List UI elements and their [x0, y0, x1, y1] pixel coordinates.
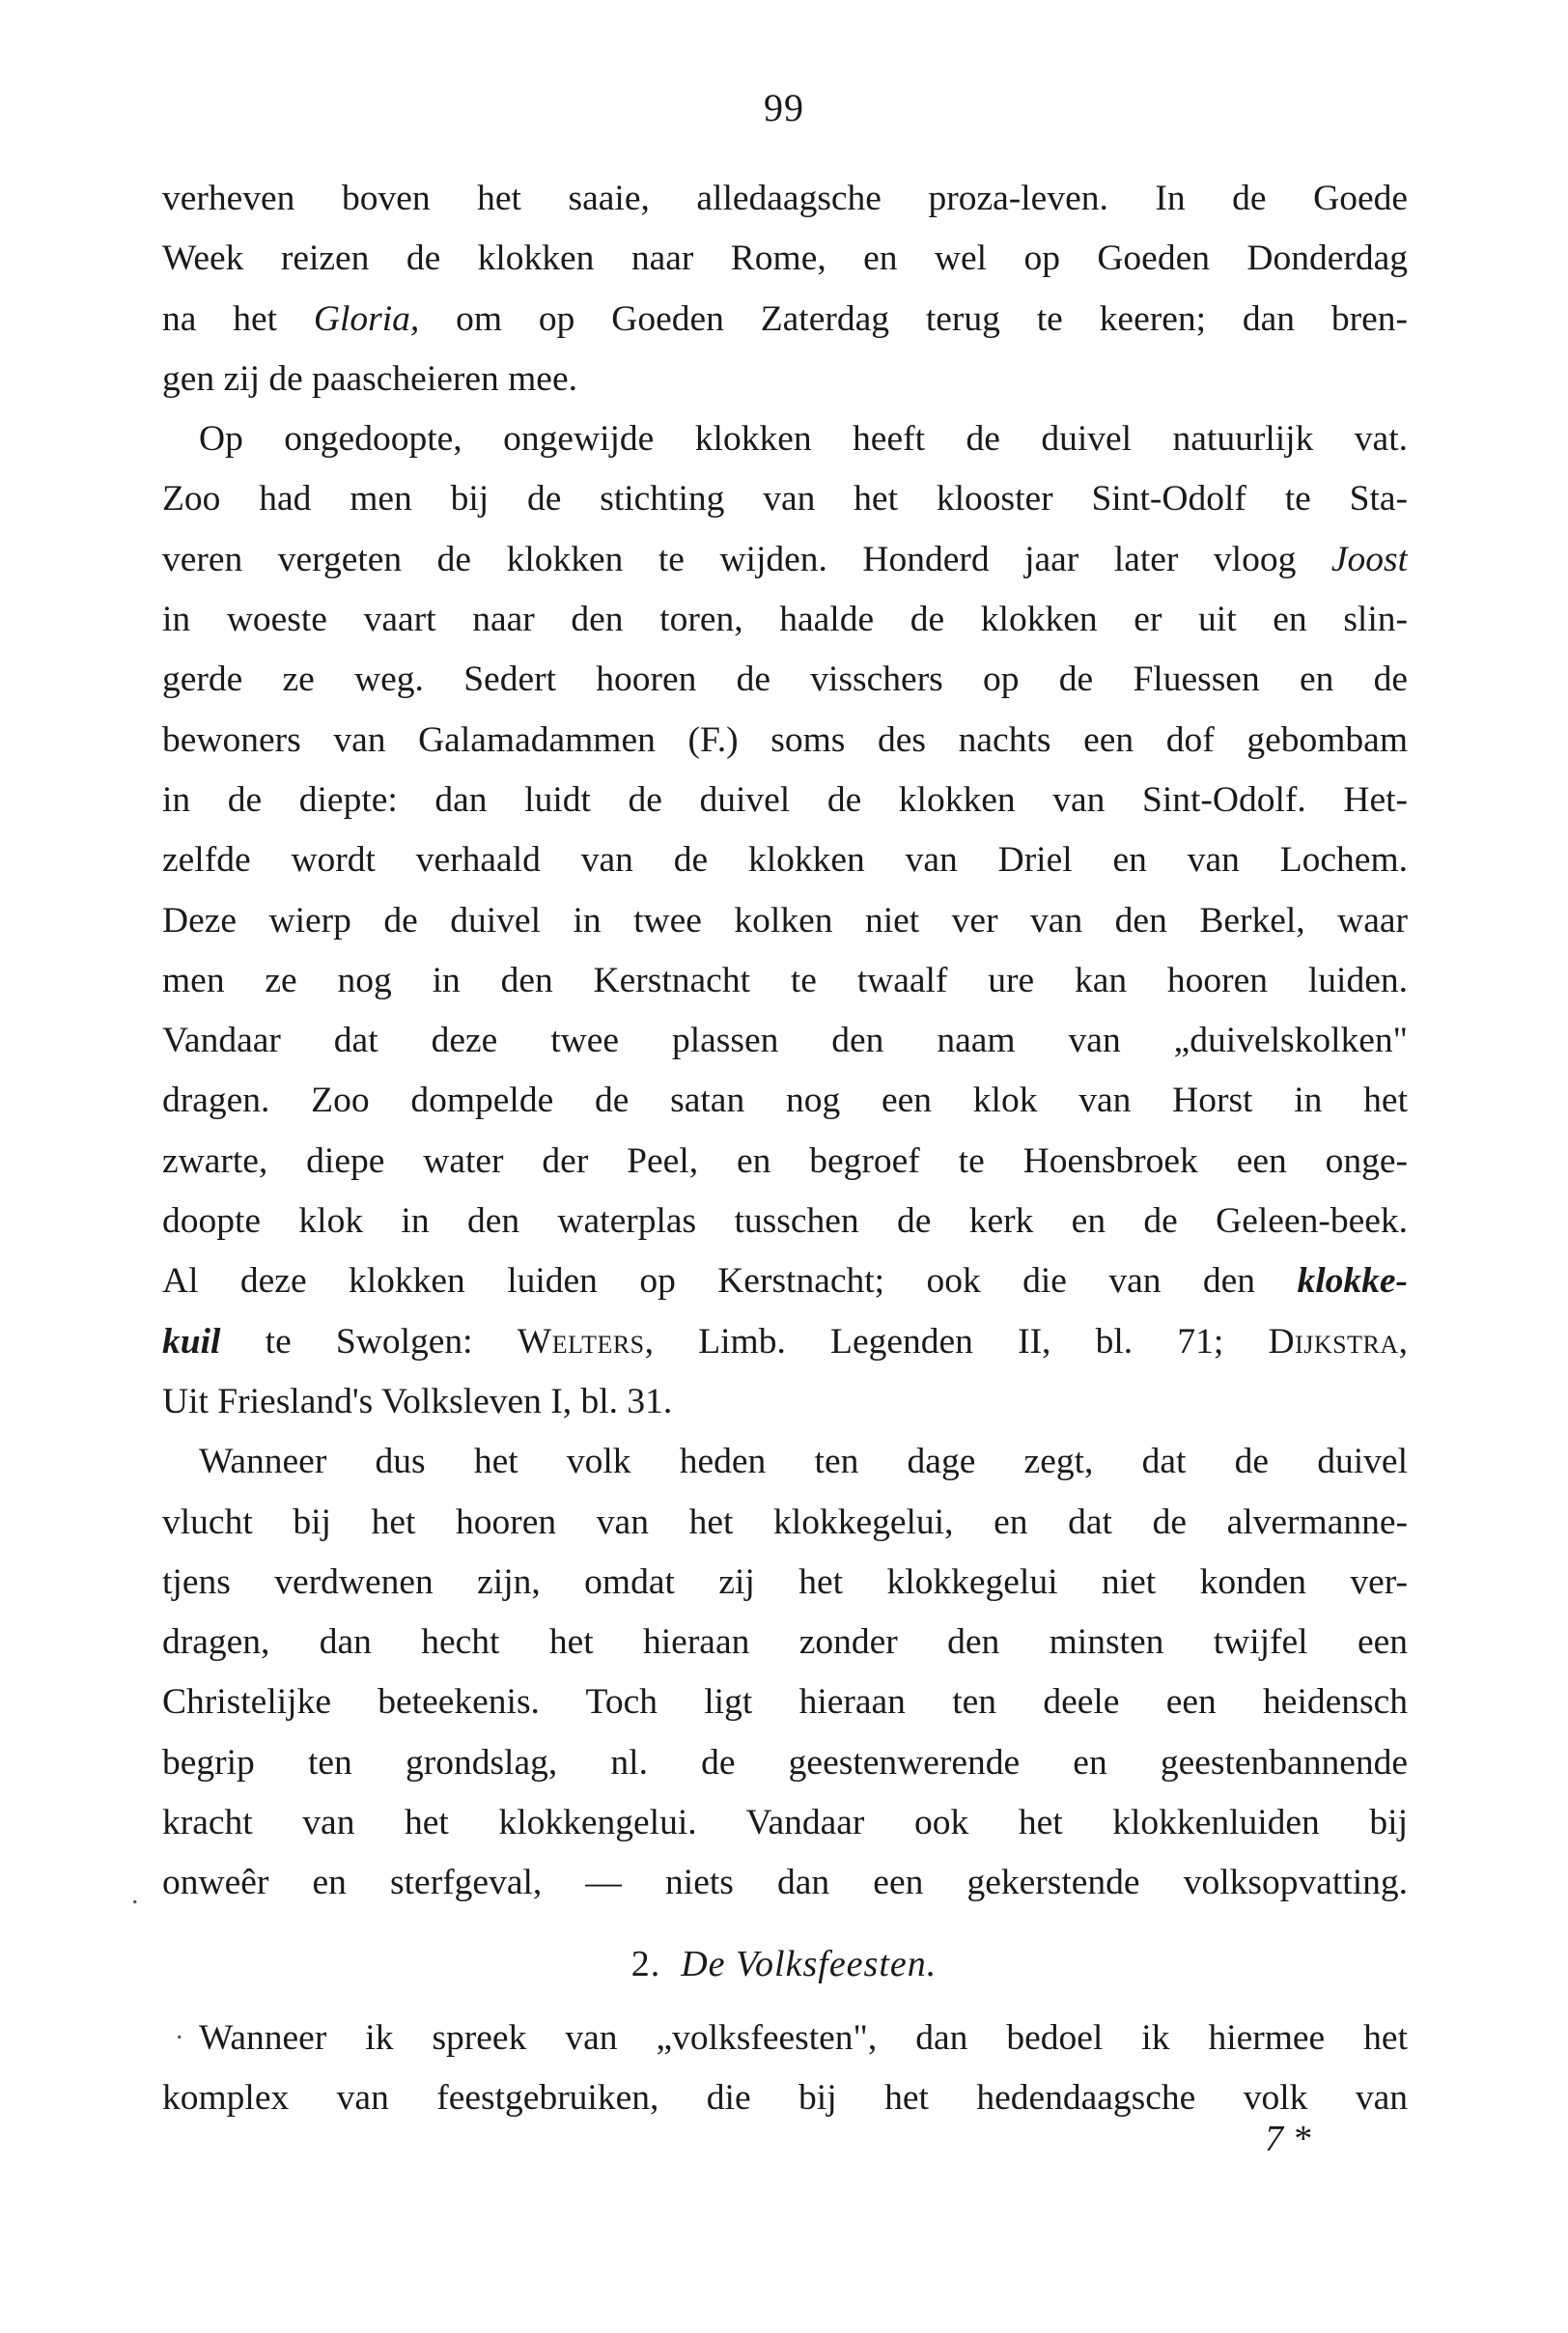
text-line: Wanneer ik spreek van „volksfeesten", dan bedoel ik hiermee het: [199, 2018, 1408, 2058]
text-line: vlucht bij het hooren van het klokkegelui, en dat de alvermanne-: [162, 1502, 1408, 1542]
text-line: kracht van het klokkengelui. Vandaar ook het klokkenluiden bij: [162, 1803, 1408, 1843]
text-line: Uit Friesland's Volksleven I, bl. 31.: [162, 1381, 673, 1421]
text-run: te Swolgen:: [220, 1321, 518, 1362]
text-run: na het: [162, 298, 314, 339]
text-line: verheven boven het saaie, alledaagsche proza-leven. In de Goede: [162, 179, 1408, 218]
text-line: Zoo had men bij de stichting van het klooster Sint-Odolf te Sta-: [162, 479, 1408, 520]
text-line: men ze nog in den Kerstnacht te twaalf ure kan hooren luiden.: [162, 960, 1408, 1000]
text-line: bewoners van Galamadammen (F.) soms des nachts een dof gebombam: [162, 719, 1408, 760]
text-line: [162, 290, 1408, 350]
section-title: De Volksfeesten.: [681, 1944, 938, 1984]
text-line: gen zij de paascheieren mee.: [162, 358, 577, 399]
text-line: Op ongedoopte, ongewijde klokken heeft de duivel natuurlijk vat.: [199, 419, 1408, 460]
text-line: Deze wierp de duivel in twee kolken niet ver van den Berkel, waar: [162, 900, 1408, 941]
author-name: Dijkstra: [1268, 1321, 1399, 1362]
text-line: zwarte, diepe water der Peel, en begroef te Hoensbroek een onge-: [162, 1140, 1408, 1181]
main-text: [162, 169, 1408, 1914]
text-line: tjens verdwenen zijn, omdat zij het klokkegelui niet konden ver-: [162, 1561, 1408, 1602]
author-name: Welters: [517, 1321, 645, 1362]
text-line: onweêr en sterfgeval, — niets dan een gekerstende volksopvatting.: [162, 1863, 1408, 1903]
text-run: veren vergeten de klokken te wijden. Honderd jaar later vloog: [162, 539, 1331, 579]
text-line: zelfde wordt verhaald van de klokken van Driel en van Lochem.: [162, 840, 1408, 881]
print-speck: .: [131, 1878, 139, 1910]
italic-term: klokke-: [1297, 1261, 1408, 1302]
text-line: Wanneer dus het volk heden ten dage zegt, dat de duivel: [199, 1442, 1408, 1482]
italic-term: Gloria,: [313, 298, 420, 339]
text-line: Christelijke beteekenis. Toch ligt hieraan ten deele een heidensch: [162, 1682, 1408, 1723]
text-line: doopte klok in den waterplas tusschen de kerk en de Geleen-beek.: [162, 1201, 1408, 1242]
text-line: Week reizen de klokken naar Rome, en wel op Goeden Donderdag: [162, 239, 1408, 279]
signature-mark: 7 *: [1265, 2119, 1311, 2159]
print-speck: .: [176, 2013, 183, 2045]
text-line: [162, 530, 1408, 590]
text-line: in woeste vaart naar den toren, haalde de klokken er uit en slin-: [162, 600, 1408, 640]
text-run: ,: [1398, 1321, 1408, 1362]
text-line: [162, 1312, 1408, 1372]
text-line: begrip ten grondslag, nl. de geestenwerende en geestenbannende: [162, 1742, 1408, 1783]
section-heading: [0, 1943, 1568, 1985]
text-line: dragen. Zoo dompelde de satan nog een klok van Horst in het: [162, 1081, 1408, 1121]
text-line: gerde ze weg. Sedert hooren de visschers op de Fluessen en de: [162, 660, 1408, 700]
text-line: dragen, dan hecht het hieraan zonder den minsten twijfel een: [162, 1622, 1408, 1663]
text-line: [162, 1251, 1408, 1311]
text-line: in de diepte: dan luidt de duivel de klokken van Sint-Odolf. Het-: [162, 779, 1408, 820]
text-line: komplex van feestgebruiken, die bij het hedendaagsche volk van: [162, 2078, 1408, 2119]
italic-term: Joost: [1330, 539, 1408, 579]
text-run: om op Goeden Zaterdag terug te keeren; dan bren-: [419, 298, 1408, 339]
page-number: 99: [764, 86, 804, 129]
text-line: Vandaar dat deze twee plassen den naam van „duivelskolken": [162, 1021, 1408, 1061]
text-run: Al deze klokken luiden op Kerstnacht; ook die van den: [162, 1261, 1298, 1302]
section-number: 2.: [630, 1944, 661, 1984]
section-text: [162, 2009, 1408, 2129]
text-run: , Limb. Legenden II, bl. 71;: [644, 1321, 1269, 1362]
italic-term: kuil: [162, 1321, 221, 1362]
